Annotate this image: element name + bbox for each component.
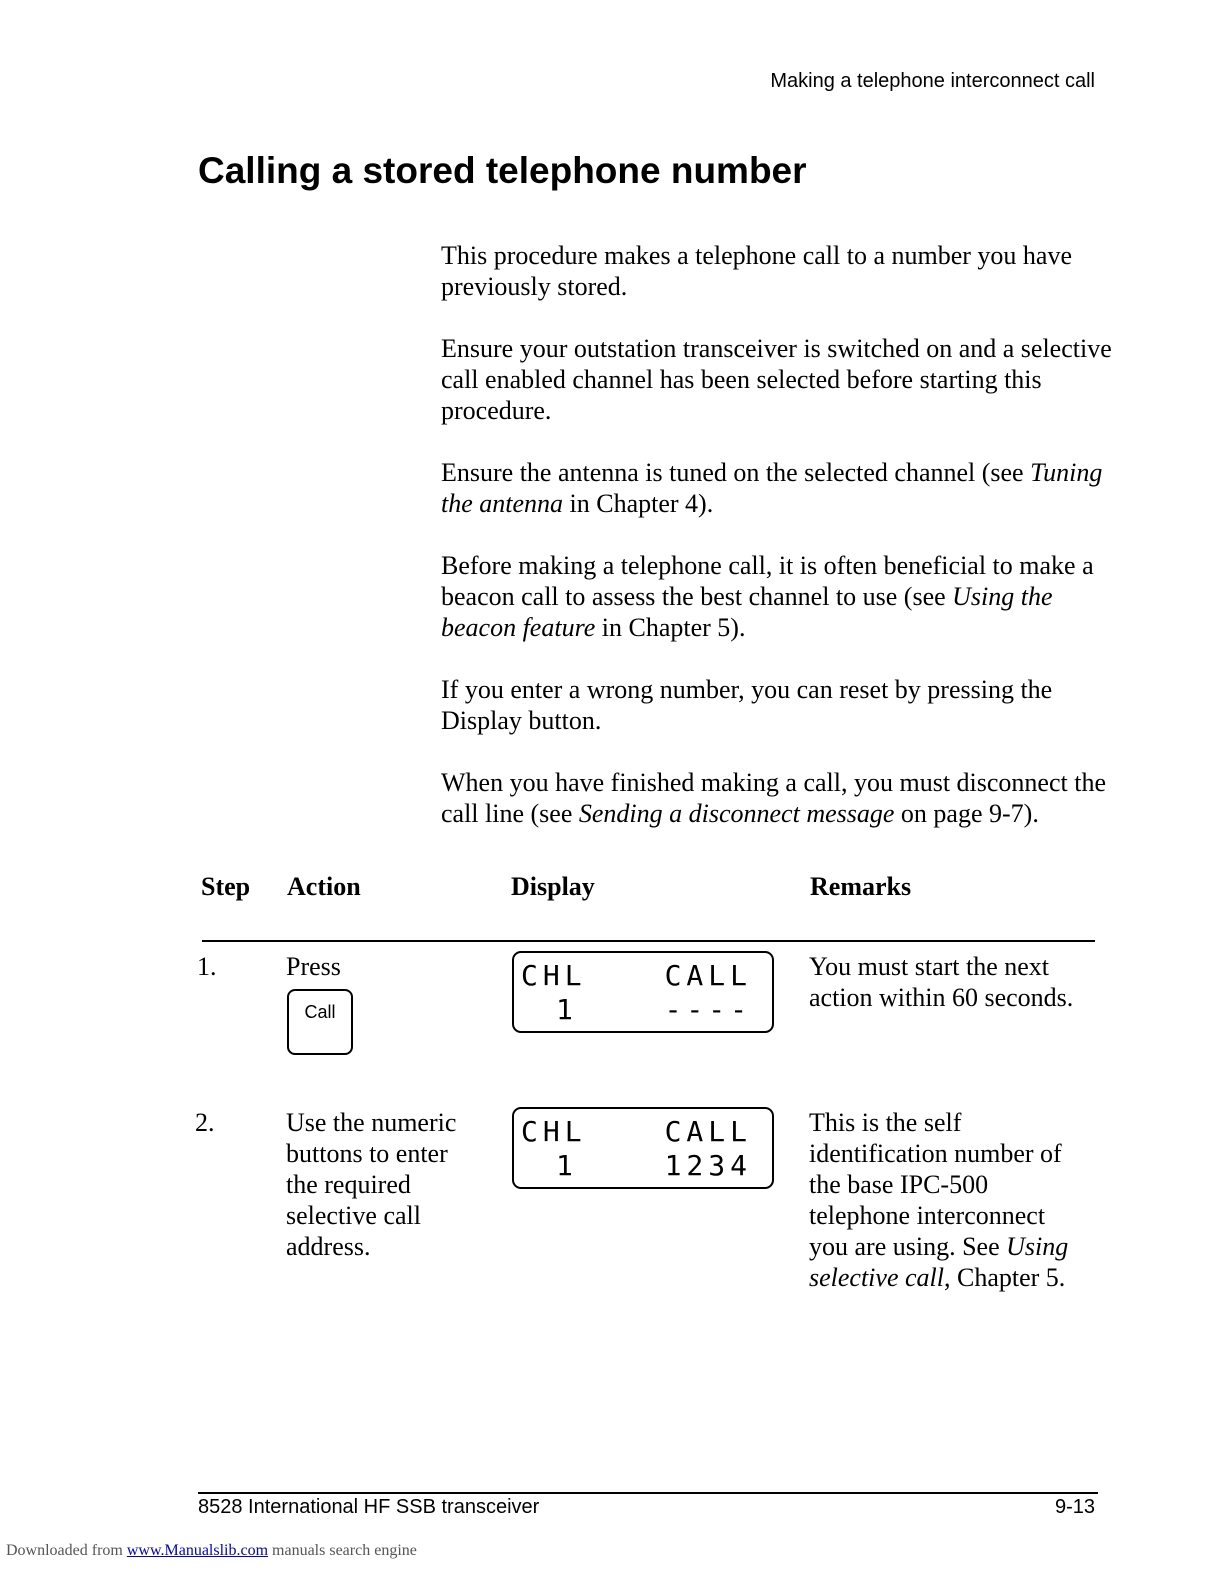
- step-number: 2.: [195, 1108, 215, 1137]
- lcd-text: CALL: [664, 1115, 752, 1148]
- table-rule: [202, 940, 1095, 942]
- running-header: Making a telephone interconnect call: [770, 70, 1095, 92]
- lcd-text: 1: [556, 1149, 578, 1182]
- intro-paragraph: When you have finished making a call, you must disconnect the call line (see Sending a disconnect message on page 9-7).: [441, 768, 1106, 828]
- lcd-text: CHL: [521, 959, 587, 992]
- remarks-text: This is the self identification number of the base IPC-500 telephone interconnect you are using. See Using selective call, Chapter 5.: [809, 1108, 1069, 1292]
- call-button: Call: [287, 989, 353, 1055]
- intro-paragraph: Ensure your outstation transceiver is switched on and a selective call enabled channel has been selected before starting this procedure.: [441, 334, 1112, 425]
- header-step: Step: [201, 872, 251, 901]
- intro-paragraph: This procedure makes a telephone call to a number you have previously stored.: [441, 241, 1072, 301]
- lcd-text: CALL: [664, 959, 752, 992]
- footer-manual-title: 8528 International HF SSB transceiver: [198, 1496, 540, 1518]
- header-display: Display: [511, 872, 595, 901]
- intro-paragraph: Ensure the antenna is tuned on the selected channel (see Tuning the antenna in Chapter 4).: [441, 458, 1103, 518]
- footer-rule: [198, 1492, 1098, 1494]
- step-number: 1.: [197, 952, 217, 981]
- lcd-text: 1234: [664, 1149, 752, 1182]
- cross-reference: Using selective call: [809, 1232, 1069, 1292]
- cross-reference: Tuning the antenna: [441, 458, 1103, 518]
- cross-reference: Sending a disconnect message: [578, 799, 895, 828]
- lcd-display: [512, 1107, 774, 1189]
- lcd-text: 1: [556, 993, 578, 1026]
- intro-paragraph: Before making a telephone call, it is often beneficial to make a beacon call to assess the best channel to use (see Using the beacon feature in Chapter 5).: [441, 551, 1094, 642]
- manualslib-link[interactable]: www.Manualslib.com: [126, 1542, 269, 1559]
- remarks-text: You must start the next action within 60 seconds.: [809, 952, 1074, 1012]
- header-action: Action: [287, 872, 361, 901]
- action-text: Use the numeric buttons to enter the required selective call address.: [286, 1108, 457, 1261]
- lcd-text: ----: [664, 993, 752, 1026]
- cross-reference: Using the beacon feature: [441, 582, 1053, 642]
- intro-paragraph: If you enter a wrong number, you can reset by pressing the Display button.: [441, 675, 1053, 735]
- header-remarks: Remarks: [810, 872, 912, 901]
- download-note: Downloaded from www.Manualslib.com manuals search engine: [6, 1542, 417, 1559]
- lcd-display: [512, 951, 774, 1033]
- action-text: Press: [286, 952, 341, 981]
- lcd-text: CHL: [521, 1115, 587, 1148]
- page-number: 9-13: [1054, 1496, 1095, 1518]
- page-title: Calling a stored telephone number: [198, 150, 807, 191]
- intro-text: [441, 240, 1121, 860]
